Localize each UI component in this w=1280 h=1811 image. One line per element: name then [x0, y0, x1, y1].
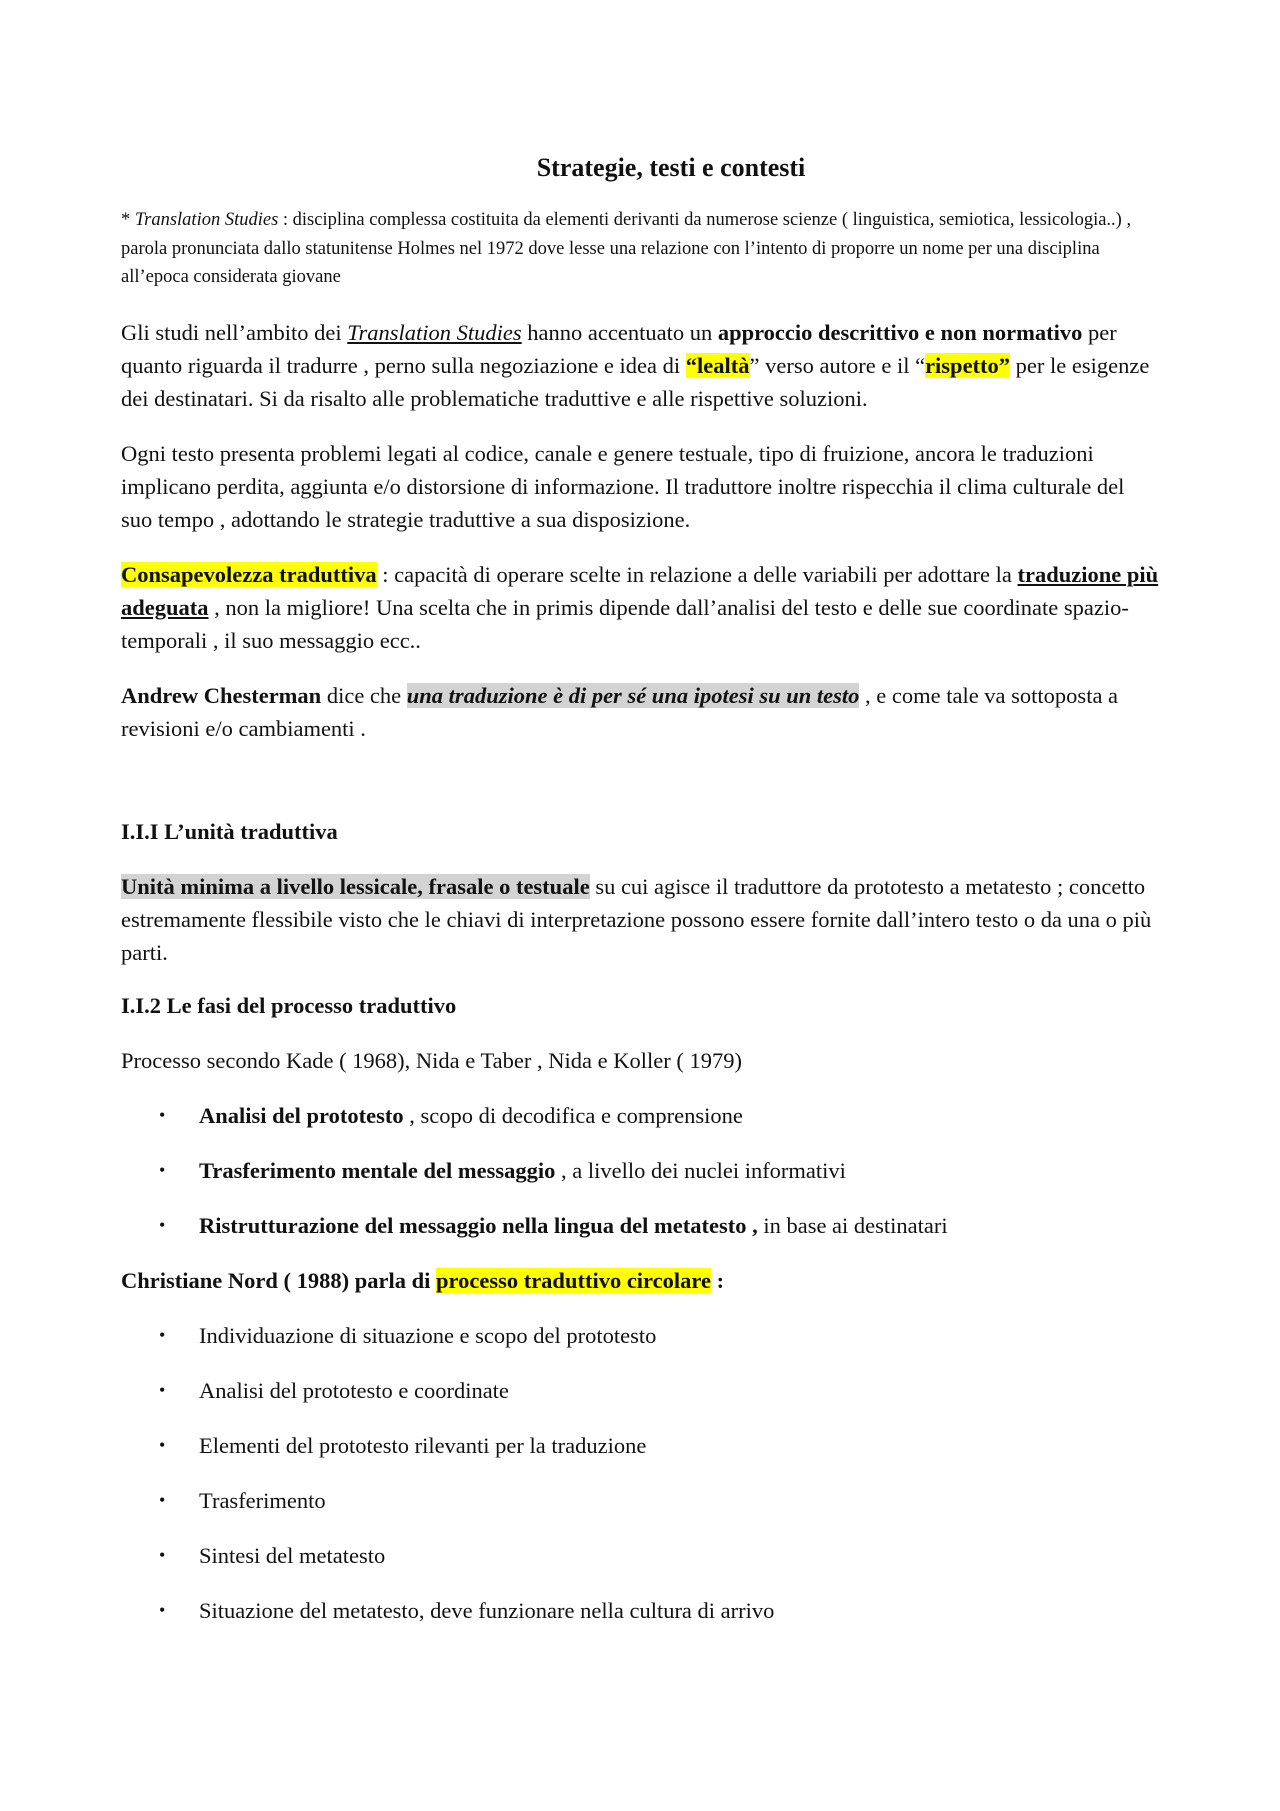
list-item-text: Elementi del prototesto rilevanti per la traduzione	[199, 1432, 647, 1458]
nord-highlight: processo traduttivo circolare	[436, 1267, 711, 1293]
footnote-text: : disciplina complessa costituita da elementi derivanti da numerose scienze ( linguistica, semiotica, lessicologia..) , parola pronunciata dallo statunitense Holmes nel 1972 dove lesse una relazione con l’intento di proporre un nome per una disciplina all’epoca considerata giovane	[121, 210, 1132, 287]
list-item-bold: Trasferimento mentale del messaggio	[199, 1157, 556, 1183]
unita-text: su cui agisce il traduttore da prototesto a metatesto ; concetto estremamente flessibile visto che le chiavi di interpretazione possono essere fornite dall’intero testo o da una o più parti.	[121, 873, 1152, 965]
bullet-icon: •	[159, 1379, 166, 1400]
p3-text-b: , non la migliore! Una scelta che in primis dipende dall’analisi del testo e delle sue coordinate spazio- temporali , il suo messaggio ecc..	[121, 594, 1129, 653]
list-item-text: , a livello dei nuclei informativi	[555, 1157, 846, 1183]
list-item-bold: Analisi del prototesto	[199, 1102, 404, 1128]
list-item	[121, 1209, 1161, 1242]
p4-text-a: dice che	[321, 682, 407, 708]
list-item	[121, 1429, 1161, 1462]
nord-steps-list	[121, 1319, 1161, 1627]
footnote	[121, 206, 1161, 292]
list-item-text: Trasferimento	[199, 1487, 326, 1513]
p4-text-b: , e come tale va sottoposta a revisioni e/o cambiamenti .	[121, 682, 1119, 741]
list-item	[121, 1484, 1161, 1517]
bullet-icon: •	[159, 1159, 166, 1180]
footnote-star: *	[121, 210, 135, 230]
p1-highlight-rispetto: rispetto”	[925, 352, 1011, 378]
document-body	[121, 150, 1161, 1627]
nord-text-a: Christiane Nord ( 1988) parla di	[121, 1267, 436, 1293]
p3-highlight: Consapevolezza traduttiva	[121, 561, 377, 587]
list-item-text: Analisi del prototesto e coordinate	[199, 1377, 509, 1403]
paragraph-processo: Processo secondo Kade ( 1968), Nida e Taber , Nida e Koller ( 1979)	[121, 1047, 742, 1073]
footnote-term: Translation Studies	[134, 210, 279, 230]
paragraph-2: Ogni testo presenta problemi legati al codice, canale e genere testuale, tipo di fruizione, ancora le traduzioni implicano perdita, aggiunta e/o distorsione di informazione. Il traduttore inoltre rispecchia il clima culturale del suo tempo , adottando le strategie traduttive a sua disposizione.	[121, 440, 1125, 532]
p1-text-d: ” verso autore e il “	[749, 352, 926, 378]
p3-text-a: : capacità di operare scelte in relazione a delle variabili per adottare la	[376, 561, 1018, 587]
unita-highlight: Unità minima a livello lessicale, frasale o testuale	[121, 873, 590, 899]
list-item-text: , scopo di decodifica e comprensione	[403, 1102, 743, 1128]
nord-text-b: :	[710, 1267, 725, 1293]
list-item	[121, 1539, 1161, 1572]
paragraph-1	[121, 316, 1161, 415]
p1-text-a: Gli studi nell’ambito dei	[121, 319, 348, 345]
list-item	[121, 1374, 1161, 1407]
p1-text-e: per le esigenze dei destinatari. Si da risalto alle problematiche traduttive e alle rispettive soluzioni.	[121, 352, 1150, 411]
list-item	[121, 1154, 1161, 1187]
p4-name: Andrew Chesterman	[121, 682, 322, 708]
list-item-text: Situazione del metatesto, deve funzionare nella cultura di arrivo	[199, 1597, 775, 1623]
section-heading-unita: I.I.I L’unità traduttiva	[121, 818, 338, 844]
paragraph-3	[121, 558, 1161, 657]
p1-text-c: per quanto riguarda il tradurre , perno sulla negoziazione e idea di	[121, 319, 1117, 378]
p1-term: Translation Studies	[347, 319, 522, 345]
page-title: Strategie, testi e contesti	[536, 153, 806, 182]
bullet-icon: •	[159, 1324, 166, 1345]
p3-bold: traduzione più adeguata	[121, 561, 1159, 620]
list-item	[121, 1594, 1161, 1627]
p1-bold: approccio descrittivo e non normativo	[717, 319, 1083, 345]
p1-text-b: hanno accentuato un	[521, 319, 718, 345]
paragraph-4	[121, 679, 1161, 745]
p4-quote: una traduzione è di per sé una ipotesi su un testo	[406, 682, 860, 708]
paragraph-unita	[121, 870, 1161, 969]
section-heading-fasi: I.I.2 Le fasi del processo traduttivo	[121, 992, 457, 1018]
list-item	[121, 1319, 1161, 1352]
p1-highlight-lealta: “lealtà	[685, 352, 750, 378]
bullet-icon: •	[159, 1434, 166, 1455]
list-item-text: Sintesi del metatesto	[199, 1542, 386, 1568]
list-item	[121, 1099, 1161, 1132]
bullet-icon: •	[159, 1489, 166, 1510]
list-item-text: in base ai destinatari	[757, 1212, 948, 1238]
paragraph-nord	[121, 1264, 1161, 1297]
bullet-icon: •	[159, 1544, 166, 1565]
bullet-icon: •	[159, 1214, 166, 1235]
process-steps-list	[121, 1099, 1161, 1242]
bullet-icon: •	[159, 1104, 166, 1125]
list-item-bold: Ristrutturazione del messaggio nella lingua del metatesto ,	[199, 1212, 758, 1238]
list-item-text: Individuazione di situazione e scopo del prototesto	[199, 1322, 657, 1348]
bullet-icon: •	[159, 1599, 166, 1620]
